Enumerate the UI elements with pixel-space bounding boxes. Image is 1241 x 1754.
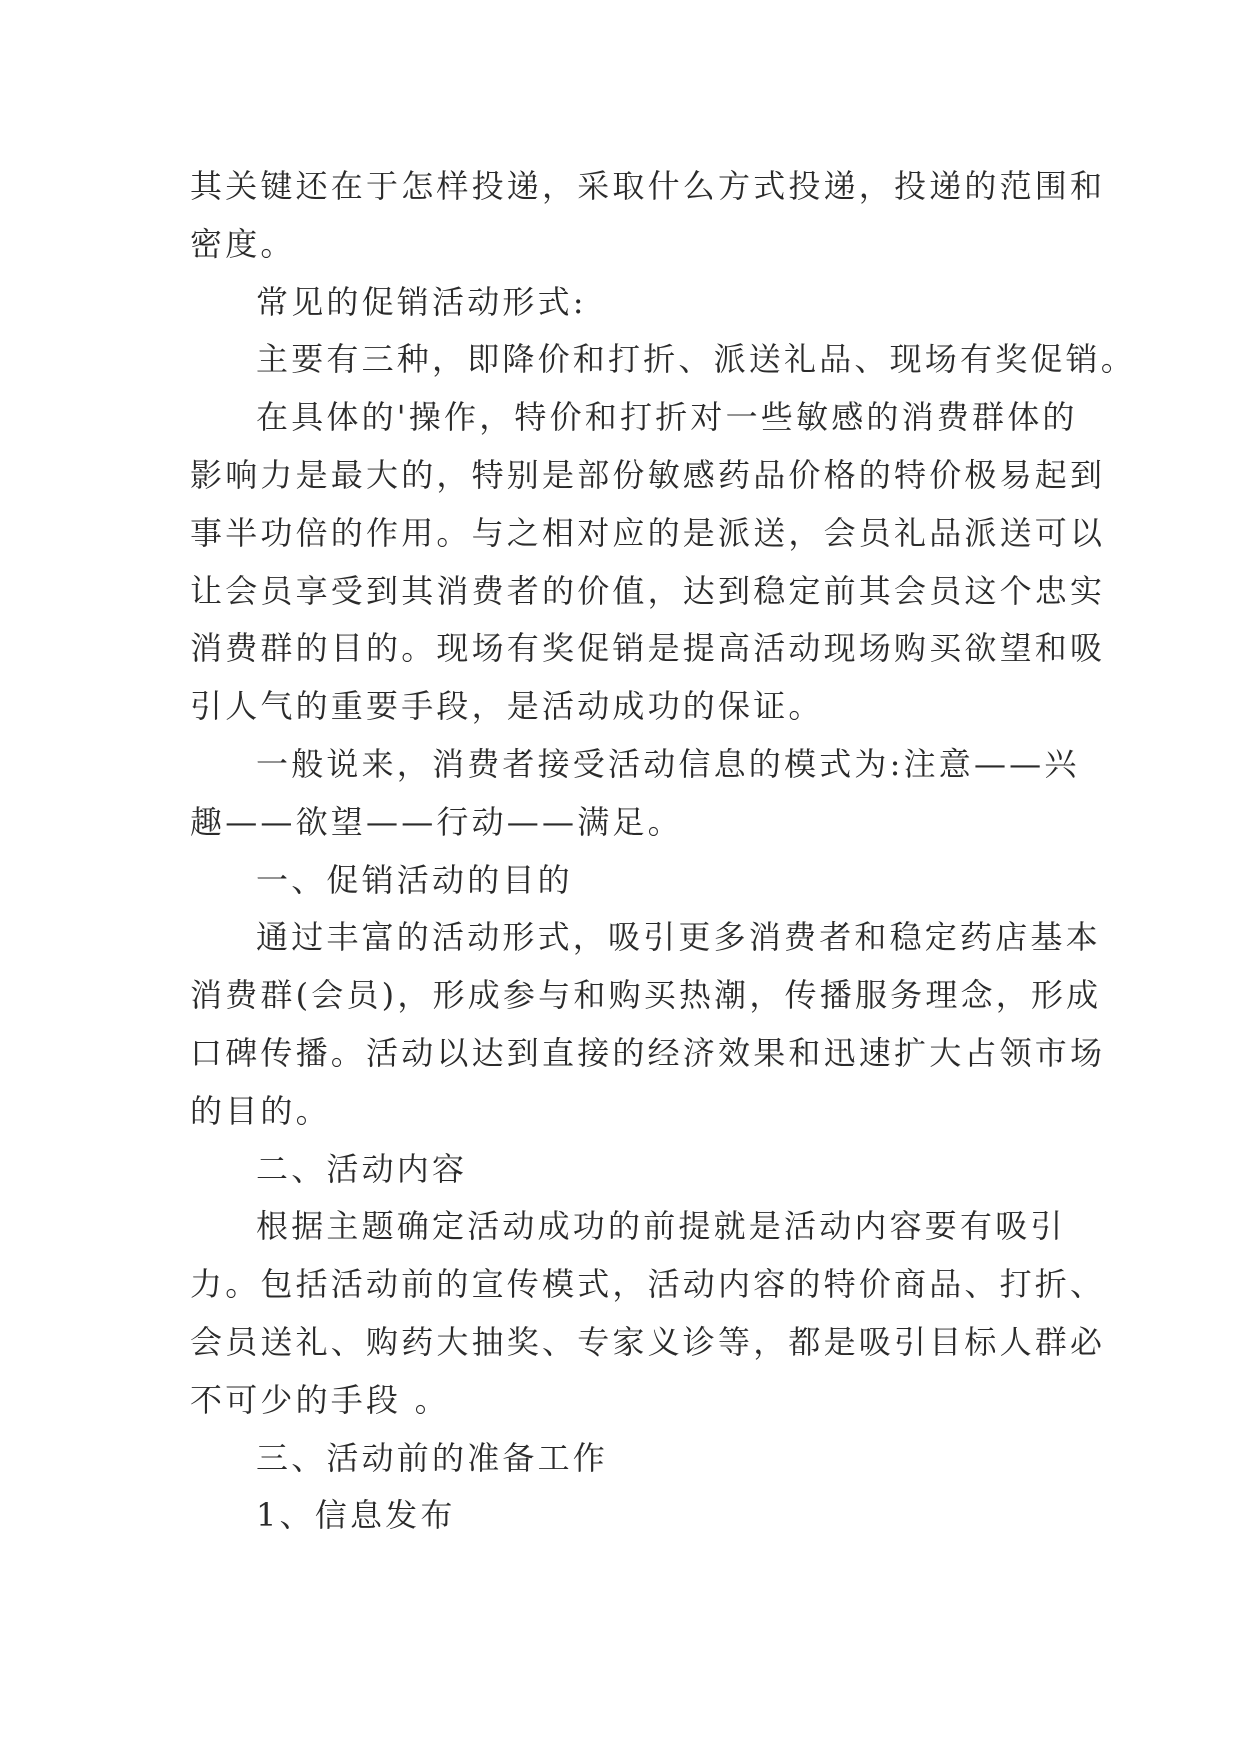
- text-line: 趣——欲望——行动——满足。: [190, 802, 683, 841]
- text-line: 事半功倍的作用。与之相对应的是派送，会员礼品派送可以: [190, 513, 1106, 552]
- text-line: 口碑传播。活动以达到直接的经济效果和迅速扩大占领市场: [190, 1033, 1106, 1072]
- text-line: 会员送礼、购药大抽奖、专家义诊等，都是吸引目标人群必: [190, 1322, 1106, 1361]
- text-line: 力。包括活动前的宣传模式，活动内容的特价商品、打折、: [190, 1265, 1106, 1304]
- text-line: 一般说来，消费者接受活动信息的模式为:注意——兴: [256, 744, 1080, 783]
- text-line: 密度。: [190, 224, 296, 263]
- text-line: 不可少的手段 。: [190, 1380, 450, 1419]
- text-line: 根据主题确定活动成功的前提就是活动内容要有吸引: [256, 1207, 1066, 1246]
- text-line: 二、活动内容: [256, 1149, 468, 1188]
- text-line: 消费群的目的。现场有奖促销是提高活动现场购买欲望和吸: [190, 629, 1106, 668]
- document-body: [190, 158, 1137, 1545]
- text-line: 其关键还在于怎样投递，采取什么方式投递，投递的范围和: [190, 167, 1106, 205]
- text-line: 通过丰富的活动形式，吸引更多消费者和稳定药店基本: [256, 918, 1101, 957]
- text-line: 消费群(会员)，形成参与和购买热潮，传播服务理念，形成: [190, 976, 1102, 1015]
- text-line: 在具体的'操作，特价和打折对一些敏感的消费群体的: [256, 398, 1078, 437]
- text-line: 让会员享受到其消费者的价值，达到稳定前其会员这个忠实: [190, 571, 1106, 610]
- text-line: 引人气的重要手段，是活动成功的保证。: [190, 687, 824, 726]
- text-line: 三、活动前的准备工作: [256, 1438, 609, 1477]
- text-line: 主要有三种，即降价和打折、派送礼品、现场有奖促销。: [256, 340, 1137, 379]
- text-line: 一、促销活动的目的: [256, 860, 573, 899]
- text-line: 影响力是最大的，特别是部份敏感药品价格的特价极易起到: [190, 455, 1106, 494]
- text-line: 1、信息发布: [256, 1496, 456, 1535]
- text-line: 的目的。: [190, 1091, 331, 1130]
- text-line: 常见的促销活动形式:: [256, 282, 587, 321]
